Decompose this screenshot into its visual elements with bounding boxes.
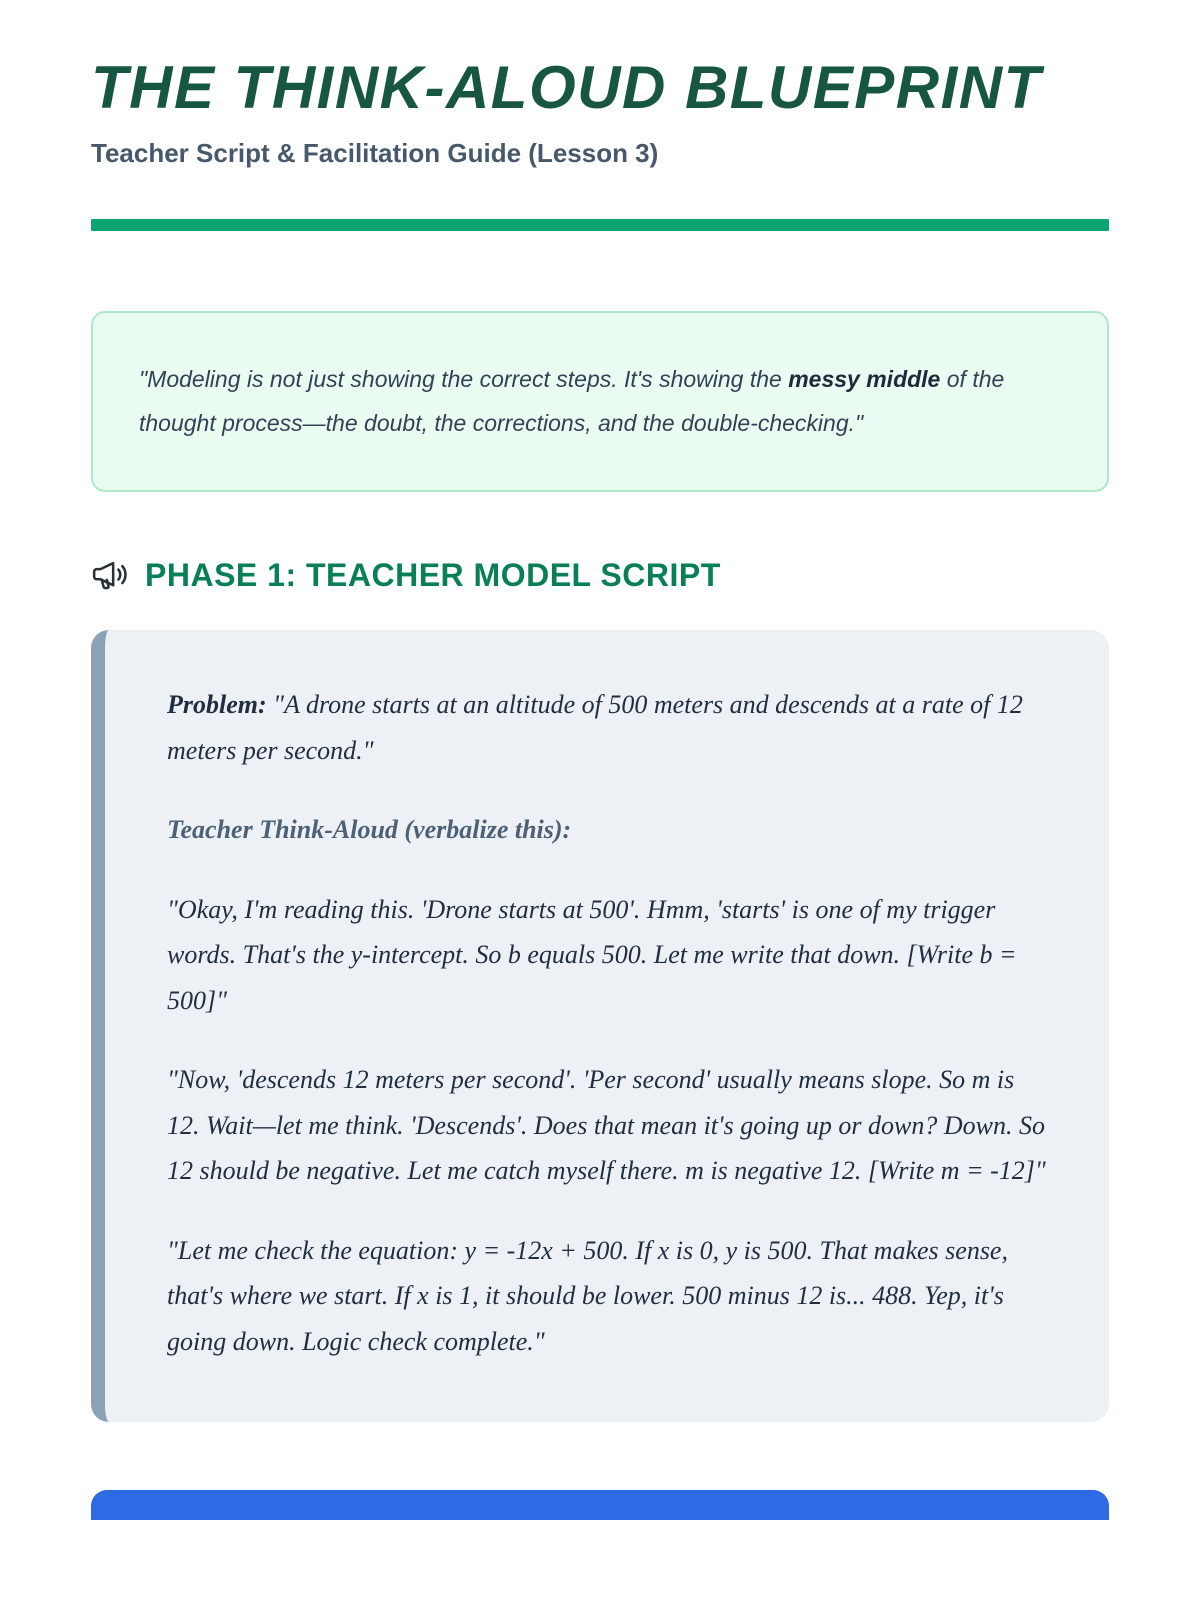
megaphone-icon [91,556,129,594]
quote-text-prefix: "Modeling is not just showing the correct steps. It's showing the [139,365,789,392]
quote-text-suffix: of the thought process—the doubt, the corrections, and the double-checking." [139,365,1005,437]
quote-card [91,311,1109,493]
quote-text [139,357,1061,447]
next-section-card-top [91,1490,1109,1520]
teacher-script-card [91,630,1109,1422]
think-aloud-label: Teacher Think-Aloud (verbalize this): [167,815,572,845]
problem-paragraph [167,682,1053,773]
green-divider-bar [91,219,1109,231]
quote-text-bold: messy middle [788,365,941,392]
problem-text: "A drone starts at an altitude of 500 meters and descends at a rate of 12 meters per second." [167,690,1023,765]
phase1-heading: PHASE 1: TEACHER MODEL SCRIPT [145,556,721,593]
problem-label: Problem: [167,690,267,720]
script-paragraph: "Now, 'descends 12 meters per second'. 'Per second' usually means slope. So m is 12. Wait—let me think. 'Descends'. Does that mean it's going up or down? Down. So 12 should be negative. Let me catch myself there. m is negative 12. [Write m = -12]" [167,1065,1046,1186]
script-paragraph: "Let me check the equation: y = -12x + 500. If x is 0, y is 500. That makes sense, that's where we start. If x is 1, it should be lower. 500 minus 12 is... 488. Yep, it's going down. Logic check complete." [167,1235,1008,1356]
phase1-heading-row [91,556,1109,594]
script-paragraph: "Okay, I'm reading this. 'Drone starts at 500'. Hmm, 'starts' is one of my trigger words. That's the y-intercept. So b equals 500. Let me write that down. [Write b = 500]" [167,894,1017,1015]
page-title: THE THINK-ALOUD BLUEPRINT [91,54,1042,121]
page-container [91,0,1109,1520]
page-subtitle: Teacher Script & Facilitation Guide (Lesson 3) [91,137,659,168]
